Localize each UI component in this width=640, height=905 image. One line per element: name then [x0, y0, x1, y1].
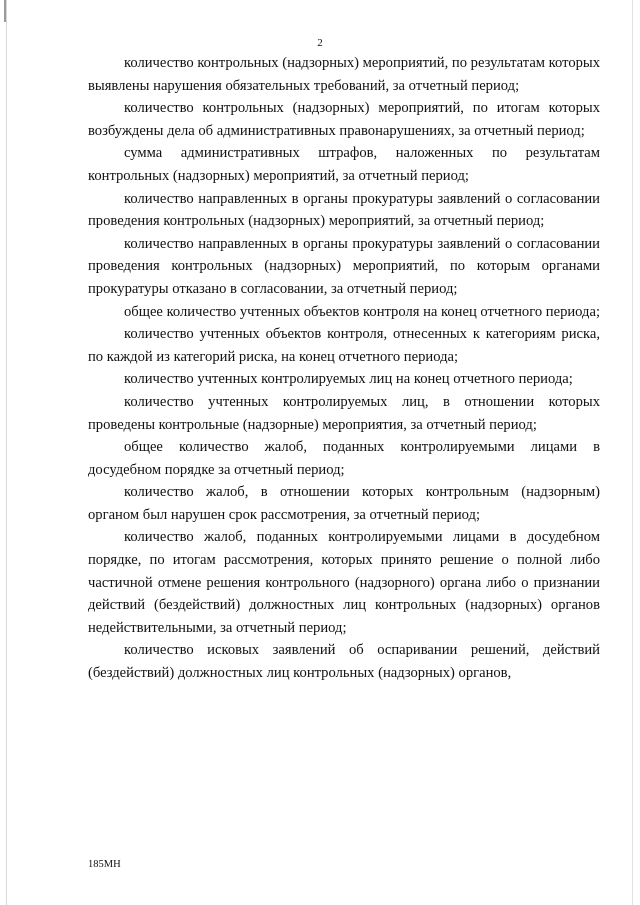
footer-code: 185МН [88, 859, 121, 870]
document-body [88, 52, 600, 685]
paragraph: количество контрольных (надзорных) мероприятий, по результатам которых выявлены нарушения обязательных требований, за отчетный период; [88, 55, 601, 94]
paragraph: общее количество учтенных объектов контроля на конец отчетного периода; [124, 303, 601, 320]
paragraph: количество жалоб, в отношении которых контрольным (надзорным) органом был нарушен срок рассмотрения, за отчетный период; [88, 484, 600, 523]
page-number: 2 [317, 37, 323, 49]
scan-edge-left [6, 0, 7, 905]
paragraph: количество учтенных контролируемых лиц, в отношении которых проведены контрольные (надзорные) мероприятия, за отчетный период; [88, 393, 600, 433]
paragraph: количество направленных в органы прокуратуры заявлений о согласовании проведения контрольных (надзорных) мероприятий, за отчетный период; [88, 190, 600, 230]
paragraph: сумма административных штрафов, наложенных по результатам контрольных (надзорных) мероприятий, за отчетный период; [88, 145, 600, 184]
paragraph: количество исковых заявлений об оспаривании решений, действий (бездействий) должностных лиц контрольных (надзорных) органов, [88, 642, 600, 682]
paragraph: количество учтенных контролируемых лиц на конец отчетного периода; [124, 371, 573, 388]
scan-mark [4, 0, 6, 22]
scan-edge-right [632, 0, 633, 905]
paragraph: количество контрольных (надзорных) мероприятий, по итогам которых возбуждены дела об административных правонарушениях, за отчетный период; [88, 100, 600, 139]
paragraph: количество направленных в органы прокуратуры заявлений о согласовании проведения контрольных (надзорных) мероприятий, по которым органами прокуратуры отказано в согласовании, за отчетный период; [88, 235, 600, 297]
paragraph: количество учтенных объектов контроля, отнесенных к категориям риска, по каждой из категорий риска, на конец отчетного периода; [88, 326, 600, 365]
paragraph: общее количество жалоб, поданных контролируемыми лицами в досудебном порядке за отчетный период; [88, 439, 600, 478]
paragraph: количество жалоб, поданных контролируемыми лицами в досудебном порядке, по итогам рассмотрения, которых принято решение о полной либо частичной отмене решения контрольного (надзорного) органа либо о признании действий (бездействий) должностных лиц контрольных (надзорных) органов недействительными, за отчетный период; [88, 529, 600, 636]
